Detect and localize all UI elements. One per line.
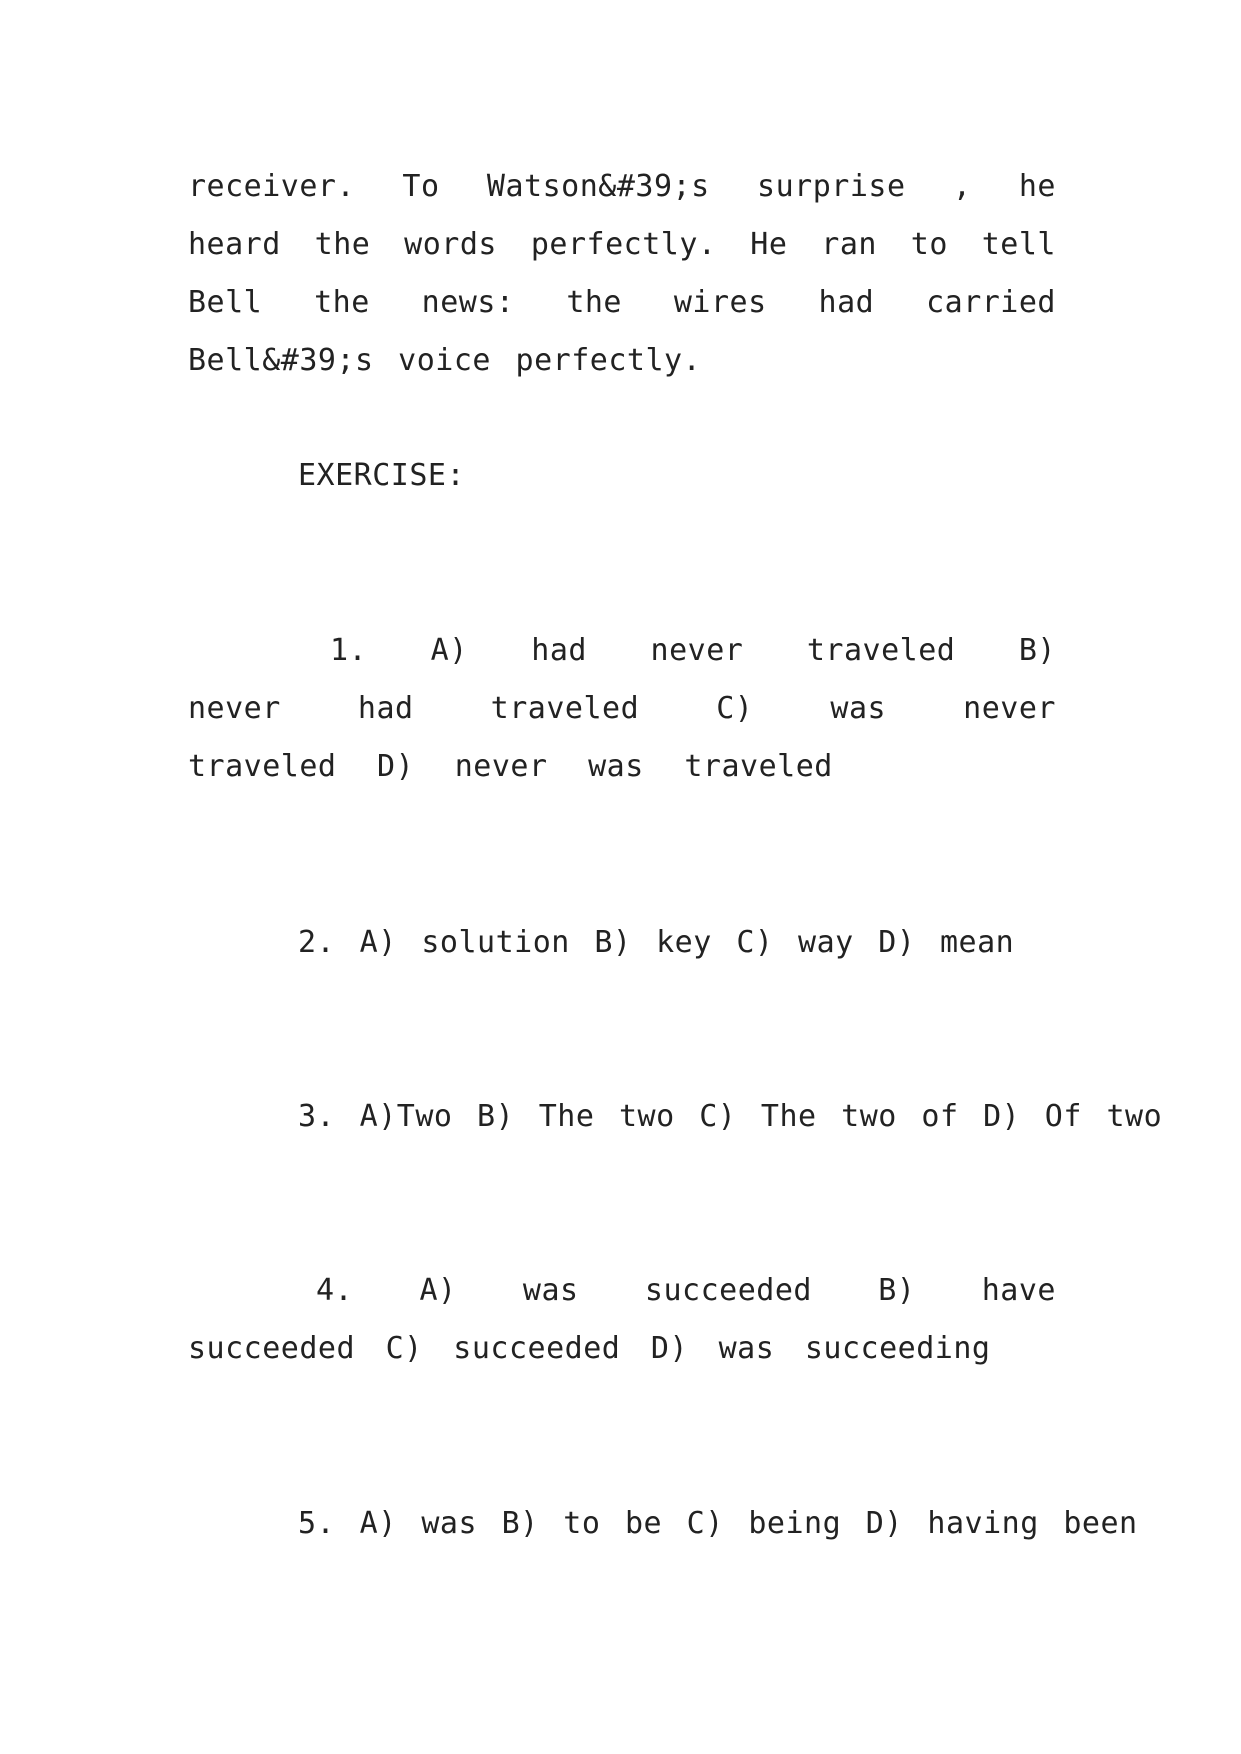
question-1: 1. A) had never traveled B) never had traveled C) was never traveled D) never was traveled [188,633,1056,784]
exercise-heading: EXERCISE: [298,458,466,493]
question-4: 4. A) was succeeded B) have succeeded C) succeeded D) was succeeding [188,1273,1056,1366]
question-2: 2. A) solution B) key C) way D) mean [298,925,1015,960]
intro-paragraph: receiver. To Watson&#39;s surprise , he heard the words perfectly. He ran to tell Bell the news: the wires had carried Bell&#39;s voice perfectly. [188,169,1056,378]
question-5: 5. A) was B) to be C) being D) having been [298,1506,1138,1541]
question-3: 3. A)Two B) The two C) The two of D) Of two [298,1099,1163,1134]
